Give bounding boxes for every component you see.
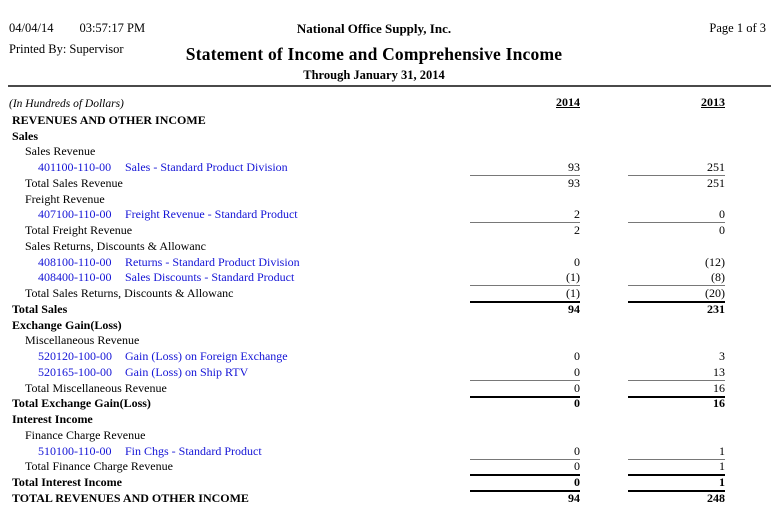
account-description-link[interactable]: Sales - Standard Product Division bbox=[125, 160, 288, 174]
value-2014 bbox=[470, 112, 580, 128]
value-2014 bbox=[470, 238, 580, 254]
right-margin bbox=[725, 459, 779, 475]
column-gap bbox=[580, 191, 628, 207]
column-header-row bbox=[0, 94, 779, 110]
value-2014: 0 bbox=[574, 349, 580, 363]
right-margin bbox=[725, 427, 779, 443]
column-gap bbox=[580, 270, 628, 286]
column-gap bbox=[580, 254, 628, 270]
row-label bbox=[0, 365, 470, 380]
column-gap bbox=[580, 333, 628, 349]
total-row bbox=[0, 459, 779, 475]
printed-by: Printed By: Supervisor bbox=[9, 42, 124, 56]
column-gap bbox=[580, 411, 628, 427]
account-row bbox=[0, 254, 779, 270]
row-label: Total Finance Charge Revenue bbox=[25, 459, 173, 474]
value-2013: 251 bbox=[707, 160, 725, 174]
row-label: Total Sales Returns, Discounts & Allowanc bbox=[25, 286, 234, 300]
total-row bbox=[0, 222, 779, 238]
value-2014 bbox=[470, 333, 580, 349]
row-label: Total Freight Revenue bbox=[25, 223, 133, 237]
value-2014: 0 bbox=[574, 364, 580, 379]
section-heading-row bbox=[0, 317, 779, 333]
column-gap bbox=[580, 396, 628, 412]
column-gap bbox=[580, 159, 628, 175]
column-gap bbox=[580, 128, 628, 144]
right-margin bbox=[725, 285, 779, 301]
column-gap bbox=[580, 459, 628, 475]
column-gap bbox=[580, 474, 628, 490]
account-number-link[interactable]: 408400-110-00 bbox=[38, 270, 112, 285]
value-2013 bbox=[628, 238, 725, 254]
value-2013: 231 bbox=[628, 301, 725, 317]
right-margin bbox=[725, 348, 779, 364]
value-2013 bbox=[628, 112, 725, 128]
row-label bbox=[0, 255, 470, 270]
right-margin bbox=[725, 128, 779, 144]
value-2013: 1 bbox=[628, 474, 725, 490]
right-margin bbox=[725, 317, 779, 333]
units-note: (In Hundreds of Dollars) bbox=[9, 98, 124, 110]
value-2014: 0 bbox=[470, 474, 580, 490]
right-margin bbox=[725, 254, 779, 270]
value-2013 bbox=[628, 411, 725, 427]
value-2013 bbox=[628, 427, 725, 443]
value-2013: 1 bbox=[719, 443, 725, 458]
value-2014: 0 bbox=[574, 254, 580, 269]
value-2013: 13 bbox=[713, 364, 725, 379]
group-heading-row bbox=[0, 238, 779, 254]
column-gap bbox=[580, 301, 628, 317]
row-label: Total Sales Revenue bbox=[25, 175, 123, 190]
value-2013: (8) bbox=[711, 270, 725, 285]
value-2014 bbox=[470, 317, 580, 333]
account-row bbox=[0, 443, 779, 459]
right-margin bbox=[725, 112, 779, 128]
value-2014 bbox=[470, 411, 580, 427]
right-margin bbox=[725, 191, 779, 207]
right-margin bbox=[725, 396, 779, 412]
row-label: Finance Charge Revenue bbox=[25, 427, 146, 442]
column-gap bbox=[580, 238, 628, 254]
row-label: TOTAL REVENUES AND OTHER INCOME bbox=[12, 490, 249, 505]
row-label bbox=[0, 444, 470, 459]
account-row bbox=[0, 270, 779, 286]
report-time: 03:57:17 PM bbox=[79, 21, 146, 35]
section-total-row bbox=[0, 474, 779, 490]
value-2014: 0 bbox=[470, 380, 580, 396]
column-header-2014: 2014 bbox=[556, 95, 580, 109]
account-description-link[interactable]: Fin Chgs - Standard Product bbox=[125, 443, 262, 458]
value-2014: 0 bbox=[574, 443, 580, 458]
value-2014: 2 bbox=[574, 207, 580, 222]
row-label: REVENUES AND OTHER INCOME bbox=[12, 112, 206, 127]
row-label: Total Miscellaneous Revenue bbox=[25, 380, 167, 395]
value-2013 bbox=[628, 191, 725, 207]
value-2013 bbox=[628, 144, 725, 160]
account-description-link[interactable]: Gain (Loss) on Foreign Exchange bbox=[125, 349, 288, 363]
value-2013: 0 bbox=[719, 207, 725, 222]
right-margin bbox=[725, 380, 779, 396]
section-total-row bbox=[0, 301, 779, 317]
row-label bbox=[0, 160, 470, 175]
report-period: Through January 31, 2014 bbox=[303, 68, 445, 82]
column-gap bbox=[580, 427, 628, 443]
column-gap bbox=[580, 175, 628, 191]
row-label: Freight Revenue bbox=[25, 191, 105, 206]
column-gap bbox=[580, 490, 628, 506]
account-description-link[interactable]: Gain (Loss) on Ship RTV bbox=[125, 364, 249, 379]
value-2013: 248 bbox=[628, 490, 725, 506]
column-gap bbox=[580, 380, 628, 396]
value-2013: 16 bbox=[628, 396, 725, 412]
right-margin bbox=[725, 207, 779, 223]
column-gap bbox=[580, 207, 628, 223]
value-2013: (12) bbox=[705, 254, 725, 269]
total-row bbox=[0, 175, 779, 191]
column-gap bbox=[580, 222, 628, 238]
report-header-center bbox=[0, 0, 748, 83]
row-label: Sales bbox=[12, 128, 39, 143]
value-2014: 94 bbox=[470, 490, 580, 506]
value-2013: (20) bbox=[628, 285, 725, 301]
row-label: Total Exchange Gain(Loss) bbox=[12, 396, 151, 411]
value-2013: 1 bbox=[628, 459, 725, 475]
value-2014: (1) bbox=[470, 285, 580, 301]
value-2014 bbox=[470, 128, 580, 144]
account-number-link[interactable]: 408100-110-00 bbox=[38, 254, 112, 269]
total-row bbox=[0, 285, 779, 301]
value-2014: 0 bbox=[470, 459, 580, 475]
account-description-link[interactable]: Sales Discounts - Standard Product bbox=[125, 270, 295, 285]
value-2014 bbox=[470, 427, 580, 443]
value-2013 bbox=[628, 333, 725, 349]
value-2014: (1) bbox=[566, 270, 580, 285]
value-2013: 0 bbox=[628, 222, 725, 238]
report-date: 04/04/14 bbox=[9, 21, 54, 35]
column-gap bbox=[580, 348, 628, 364]
right-margin bbox=[725, 175, 779, 191]
account-row bbox=[0, 364, 779, 380]
column-gap bbox=[580, 112, 628, 128]
report-title: Statement of Income and Comprehensive Income bbox=[185, 44, 563, 64]
column-header-2013: 2013 bbox=[701, 95, 725, 109]
right-margin bbox=[725, 144, 779, 160]
value-2014: 2 bbox=[470, 222, 580, 238]
report-body bbox=[0, 112, 779, 506]
group-heading-row bbox=[0, 333, 779, 349]
right-margin bbox=[725, 159, 779, 175]
right-margin bbox=[725, 364, 779, 380]
group-heading-row bbox=[0, 191, 779, 207]
account-row bbox=[0, 159, 779, 175]
column-gap bbox=[580, 285, 628, 301]
column-gap bbox=[580, 443, 628, 459]
row-label: Total Interest Income bbox=[12, 475, 122, 489]
account-number-link[interactable]: 407100-110-00 bbox=[38, 207, 112, 222]
account-description-link[interactable]: Returns - Standard Product Division bbox=[125, 254, 300, 269]
column-gap bbox=[580, 364, 628, 380]
row-label bbox=[0, 207, 470, 222]
section-heading-row bbox=[0, 411, 779, 427]
right-margin bbox=[725, 474, 779, 490]
value-2013: 16 bbox=[628, 380, 725, 396]
row-label bbox=[0, 270, 470, 285]
value-2014: 94 bbox=[470, 301, 580, 317]
value-2014: 0 bbox=[470, 396, 580, 412]
section-total-row bbox=[0, 490, 779, 506]
value-2014: 93 bbox=[568, 160, 580, 174]
header-rule bbox=[8, 85, 771, 87]
right-margin bbox=[725, 238, 779, 254]
row-label: Total Sales bbox=[12, 301, 68, 316]
account-number-link[interactable]: 510100-110-00 bbox=[38, 443, 112, 458]
row-label: Interest Income bbox=[12, 412, 93, 426]
value-2013: 3 bbox=[719, 349, 725, 363]
right-margin bbox=[725, 490, 779, 506]
company-name: National Office Supply, Inc. bbox=[296, 21, 452, 36]
group-heading-row bbox=[0, 144, 779, 160]
row-label: Exchange Gain(Loss) bbox=[12, 317, 122, 332]
column-gap bbox=[580, 317, 628, 333]
row-label bbox=[0, 349, 470, 364]
column-gap bbox=[580, 144, 628, 160]
right-margin bbox=[725, 333, 779, 349]
right-margin bbox=[725, 411, 779, 427]
account-row bbox=[0, 348, 779, 364]
group-heading-row bbox=[0, 427, 779, 443]
page-indicator: Page 1 of 3 bbox=[709, 21, 766, 35]
total-row bbox=[0, 380, 779, 396]
row-label: Miscellaneous Revenue bbox=[25, 333, 140, 348]
value-2014 bbox=[470, 191, 580, 207]
value-2013 bbox=[628, 317, 725, 333]
row-label: Sales Returns, Discounts & Allowanc bbox=[25, 238, 206, 253]
section-heading-row bbox=[0, 128, 779, 144]
value-2013 bbox=[628, 128, 725, 144]
value-2014 bbox=[470, 144, 580, 160]
account-number-link[interactable]: 401100-110-00 bbox=[38, 160, 112, 174]
value-2013: 251 bbox=[628, 175, 725, 191]
right-margin bbox=[725, 222, 779, 238]
account-row bbox=[0, 207, 779, 223]
section-total-row bbox=[0, 396, 779, 412]
account-number-link[interactable]: 520165-100-00 bbox=[38, 364, 112, 379]
right-margin bbox=[725, 270, 779, 286]
row-label: Sales Revenue bbox=[25, 144, 96, 159]
value-2014: 93 bbox=[470, 175, 580, 191]
right-margin bbox=[725, 443, 779, 459]
section-heading-row bbox=[0, 112, 779, 128]
right-margin bbox=[725, 301, 779, 317]
account-description-link[interactable]: Freight Revenue - Standard Product bbox=[125, 207, 298, 222]
account-number-link[interactable]: 520120-100-00 bbox=[38, 349, 112, 363]
